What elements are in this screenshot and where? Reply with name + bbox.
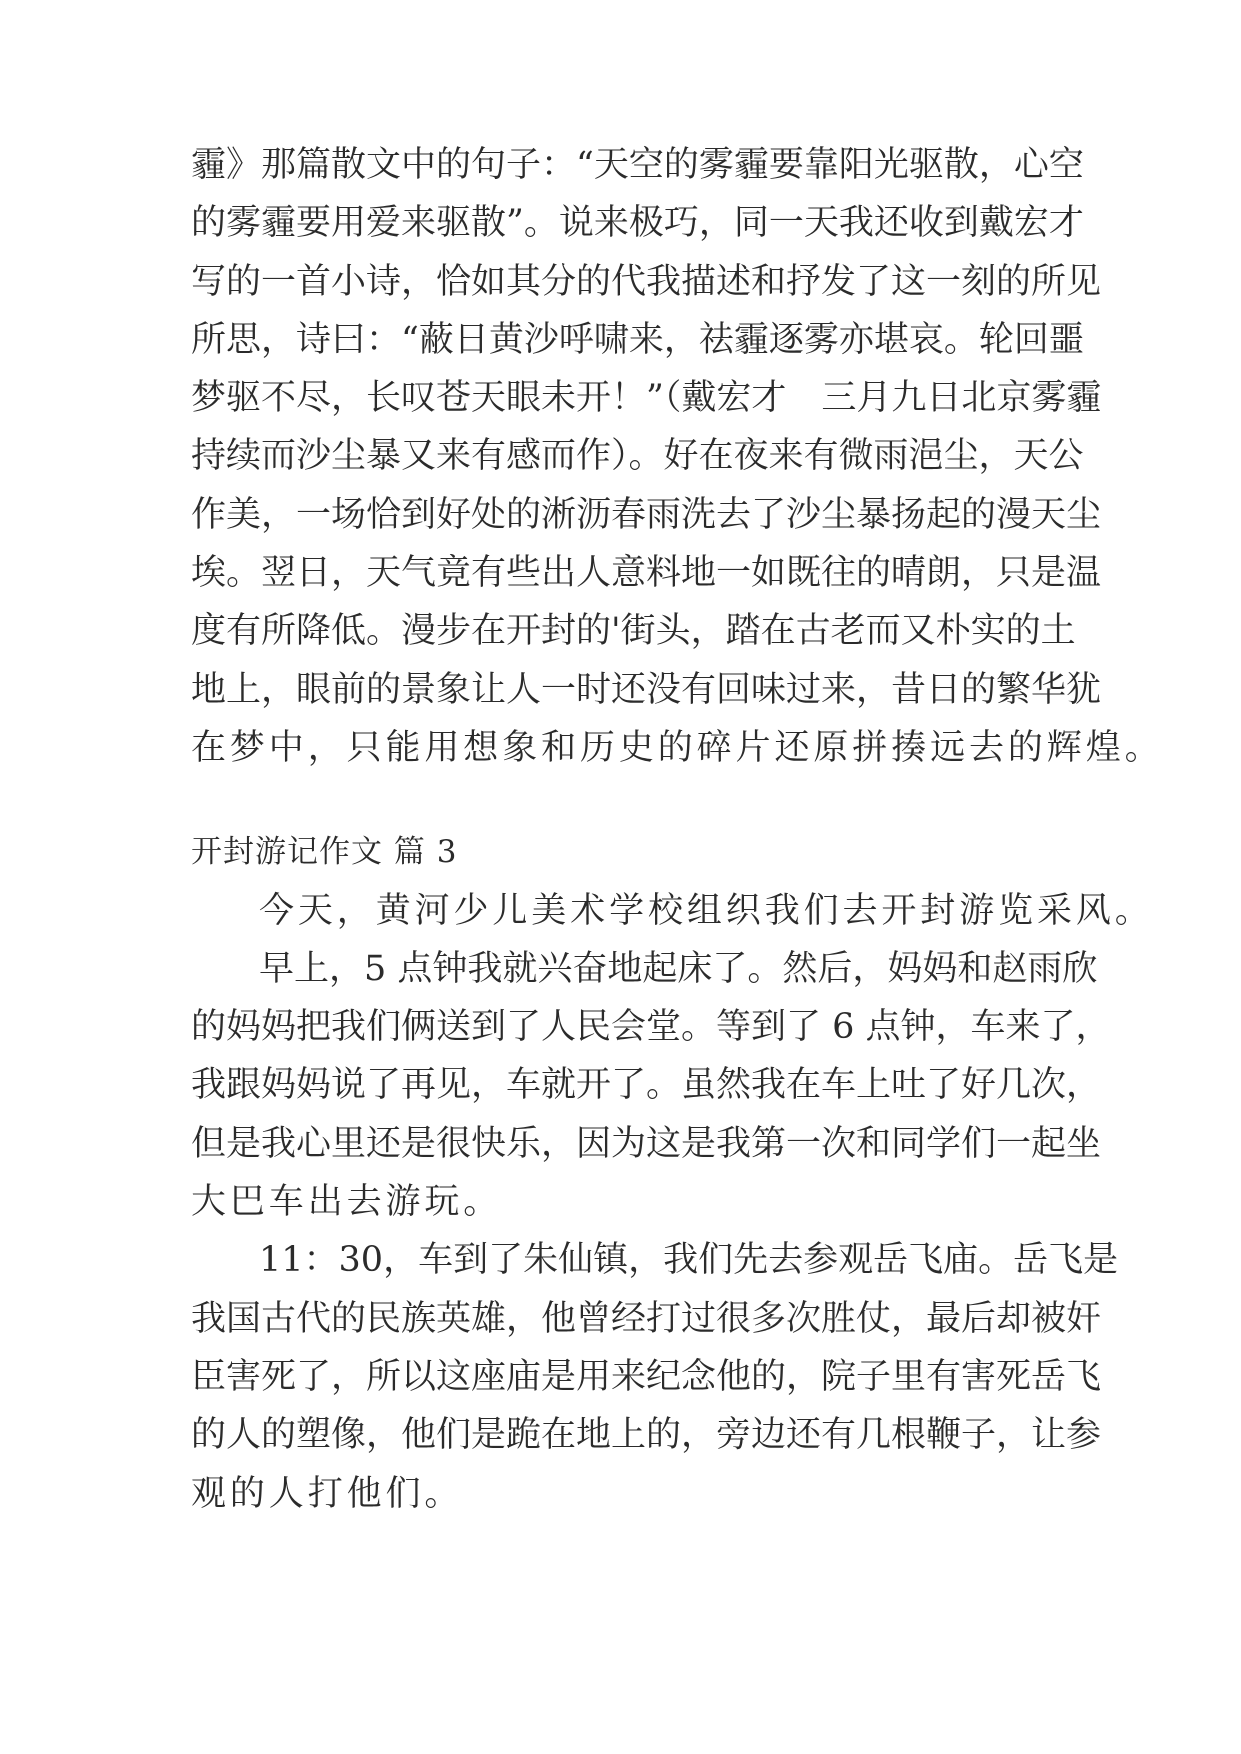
text-line: 今天，黄河少儿美术学校组织我们去开封游览采风。	[259, 890, 1154, 931]
text-line: 但是我心里还是很快乐，因为这是我第一次和同学们一起坐	[191, 1123, 1102, 1164]
paragraph-3	[191, 1231, 1119, 1522]
text-line: 霾》那篇散文中的句子：“天空的雾霾要靠阳光驱散，心空	[191, 145, 1084, 185]
text-line: 的雾霾要用爱来驱散”。说来极巧，同一天我还收到戴宏才	[191, 203, 1084, 244]
text-line: 观的人打他们。	[191, 1473, 464, 1514]
text-line: 地上，眼前的景象让人一时还没有回味过来，昔日的繁华犹	[191, 669, 1102, 710]
text-line: 的人的塑像，他们是跪在地上的，旁边还有几根鞭子，让参	[191, 1415, 1102, 1456]
paragraph-1	[191, 882, 1154, 940]
text-line: 11：30，车到了朱仙镇，我们先去参观岳飞庙。岳飞是	[259, 1240, 1119, 1281]
text-line: 梦驱不尽，长叹苍天眼未开！”（戴宏才 三月九日北京雾霾	[191, 378, 1102, 419]
paragraph-continued	[191, 136, 1164, 777]
text-line: 我跟妈妈说了再见，车就开了。虽然我在车上吐了好几次，	[191, 1065, 1102, 1106]
text-line: 持续而沙尘暴又来有感而作）。好在夜来有微雨浥尘，天公	[191, 436, 1084, 477]
paragraph-2	[191, 940, 1111, 1231]
text-line: 早上，5 点钟我就兴奋地起床了。然后，妈妈和赵雨欣	[259, 948, 1098, 989]
text-line: 的妈妈把我们俩送到了人民会堂。等到了 6 点钟，车来了，	[191, 1007, 1111, 1048]
section-heading: 开封游记作文 篇 3	[191, 834, 458, 871]
document-body	[191, 136, 1164, 1523]
text-line: 写的一首小诗，恰如其分的代我描述和抒发了这一刻的所见	[191, 261, 1102, 302]
text-line: 所思，诗曰：“蔽日黄沙呼啸来，祛霾逐雾亦堪哀。轮回噩	[191, 319, 1084, 360]
text-line: 度有所降低。漫步在开封的'街头，踏在古老而又朴实的土	[191, 611, 1076, 652]
text-line: 埃。翌日，天气竟有些出人意料地一如既往的晴朗，只是温	[191, 553, 1102, 594]
text-line: 我国古代的民族英雄，他曾经打过很多次胜仗，最后却被奸	[191, 1298, 1102, 1339]
text-line: 臣害死了，所以这座庙是用来纪念他的，院子里有害死岳飞	[191, 1356, 1102, 1397]
text-line: 在梦中，只能用想象和历史的碎片还原拼揍远去的辉煌。	[191, 727, 1164, 768]
text-line: 大巴车出去游玩。	[191, 1182, 503, 1223]
text-line: 作美，一场恰到好处的淅沥春雨洗去了沙尘暴扬起的漫天尘	[191, 494, 1102, 535]
paragraph-spacer	[191, 777, 1057, 823]
